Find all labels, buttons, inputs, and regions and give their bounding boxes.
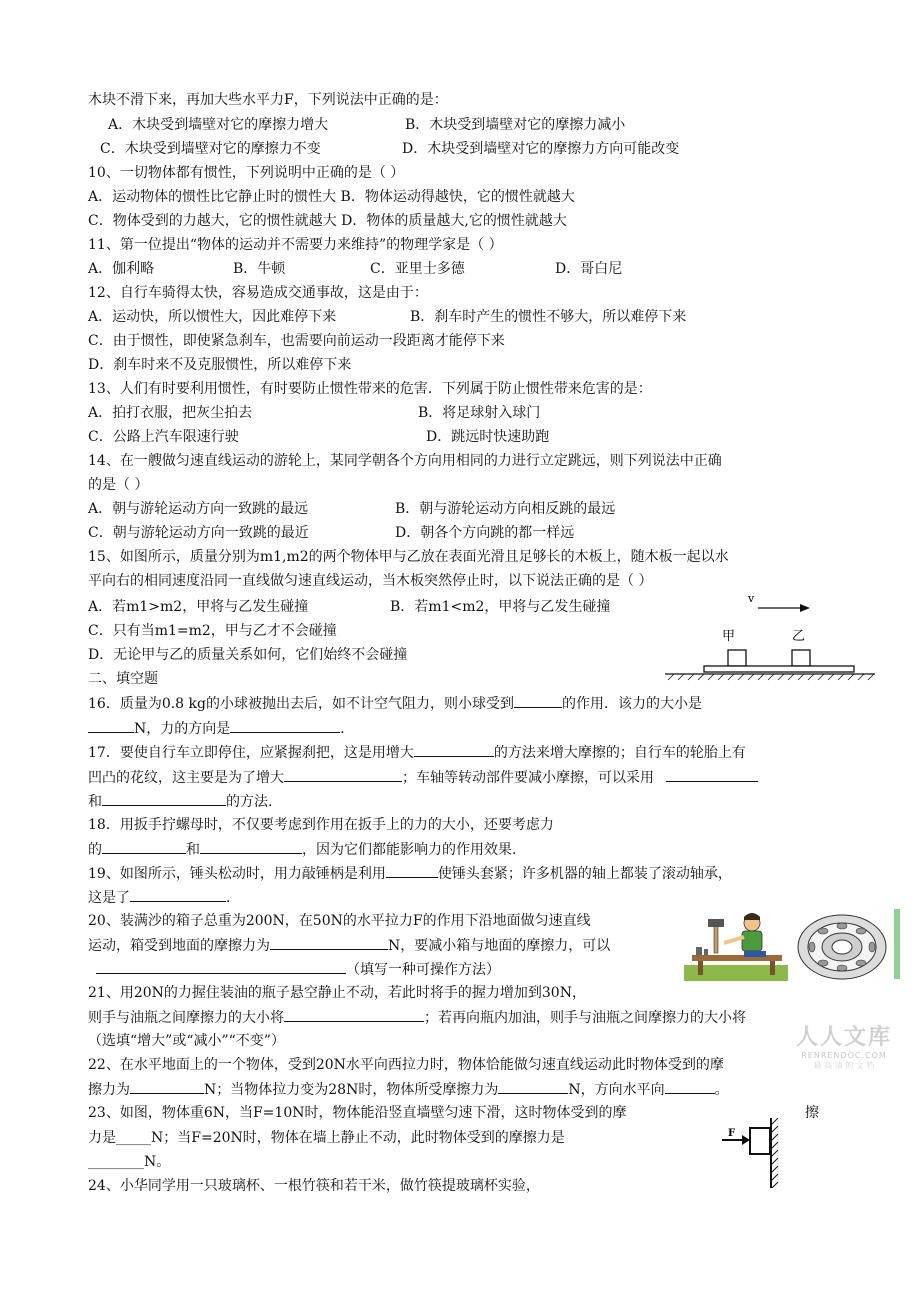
q9-stem: 木块不滑下来，再加大些水平力F，下列说法中正确的是： bbox=[88, 92, 448, 108]
q12-option-b: B．刹车时产生的惯性不够大，所以难停下来 bbox=[410, 309, 687, 325]
q24-line1: 24、小华同学用一只玻璃杯、一根竹筷和若干米，做竹筷提玻璃杯实验， bbox=[88, 1178, 540, 1194]
q13-option-a: A．拍打衣服，把灰尘拍去 bbox=[88, 405, 253, 421]
q22-line2 bbox=[88, 1079, 729, 1100]
q19-text-1: 19、如图所示，锤头松动时，用力敲锤柄是利用 bbox=[88, 866, 386, 882]
force-arrow-head bbox=[742, 1135, 750, 1145]
q17-text-3: 凹凸的花纹，这主要是为了增大 bbox=[88, 770, 284, 786]
q23-wall-figure bbox=[722, 1118, 792, 1188]
block bbox=[750, 1128, 770, 1154]
q17-line3 bbox=[88, 791, 272, 812]
block-jia bbox=[728, 650, 746, 666]
q16-blank-3[interactable] bbox=[230, 718, 340, 733]
q20-blank-2[interactable] bbox=[96, 959, 346, 974]
q11-option-d: D．哥白尼 bbox=[555, 261, 623, 277]
q14-option-c: C．朝与游轮运动方向一致跳的最近 bbox=[88, 525, 309, 541]
watermark-title: 人人文库 bbox=[796, 1025, 893, 1050]
watermark-url: RENRENDOC.COM bbox=[801, 1051, 887, 1060]
hammer-handle bbox=[714, 923, 718, 953]
q19-line1 bbox=[88, 863, 732, 884]
section-2-heading: 二、填空题 bbox=[88, 671, 158, 687]
q22-blank-2[interactable] bbox=[498, 1079, 568, 1094]
q16-text-2: 的作用．该力的大小是 bbox=[561, 696, 702, 712]
q9-option-b: B．木块受到墙壁对它的摩擦力减小 bbox=[405, 117, 626, 133]
edge-green-strip bbox=[894, 909, 900, 979]
hammer-head bbox=[708, 919, 724, 927]
q21-text-3: ；若再向瓶内加油，则手与油瓶之间摩擦力的大小将 bbox=[424, 1010, 746, 1026]
q16-blank-1[interactable] bbox=[514, 693, 562, 708]
q20-line2 bbox=[88, 935, 610, 956]
q14-stem-line1: 14、在一艘做匀速直线运动的游轮上，某同学朝各个方向用相同的力进行立定跳远，则下列说法中正确 bbox=[88, 453, 722, 469]
velocity-label: v bbox=[748, 592, 755, 605]
q18-blank-1[interactable] bbox=[102, 839, 186, 854]
q23-line2: 力是_____N；当F=20N时，物体在墙上静止不动，此时物体受到的摩擦力是 bbox=[88, 1130, 565, 1146]
q13-option-d: D．跳远时快速助跑 bbox=[426, 429, 550, 445]
q12-option-a: A．运动快，所以惯性大，因此难停下来 bbox=[88, 309, 337, 325]
q22-text-3: N；当物体拉力变为28N时，物体所受摩擦力为 bbox=[204, 1082, 499, 1098]
q18-line1: 18．用扳手拧螺母时，不仅要考虑到作用在扳手上的力的大小，还要考虑力 bbox=[88, 817, 554, 833]
q22-text-2: 擦力为 bbox=[88, 1082, 130, 1098]
q19-text-2: 使锤头套紧；许多机器的轴上都装了滚动轴承， bbox=[437, 866, 732, 882]
q17-text-6: 的方法. bbox=[226, 794, 273, 810]
watermark bbox=[796, 1020, 892, 1071]
q14-stem-line2: 的是（ ） bbox=[88, 477, 149, 493]
q17-text-5: 和 bbox=[88, 794, 102, 810]
q13-stem: 13、人们有时要利用惯性，有时要防止惯性带来的危害．下列属于防止惯性带来危害的是： bbox=[88, 381, 652, 397]
q16-line2 bbox=[88, 718, 354, 739]
person-shirt bbox=[742, 931, 762, 951]
q20-line3 bbox=[96, 959, 500, 980]
q19-text-3: 这是了 bbox=[88, 890, 130, 906]
q11-option-b: B．牛顿 bbox=[233, 261, 286, 277]
q12-stem: 12、自行车骑得太快，容易造成交通事故，这是由于： bbox=[88, 285, 428, 301]
q17-text-2: 的方法来增大摩擦的；自行车的轮胎上有 bbox=[493, 745, 746, 761]
q12-option-c: C．由于惯性，即使紧急刹车，也需要向前运动一段距离才能停下来 bbox=[88, 333, 505, 349]
q17-blank-1[interactable] bbox=[414, 742, 494, 757]
q15-stem-line1: 15、如图所示，质量分别为m1,m2的两个物体甲与乙放在表面光滑且足够长的木板上，随木板一起以水 bbox=[88, 549, 729, 565]
bench-top bbox=[692, 955, 782, 961]
q11-stem: 11、第一位提出“物体的运动并不需要力来维持”的物理学家是（ ） bbox=[88, 237, 503, 253]
q16-line1 bbox=[88, 693, 702, 714]
q17-text-1: 17．要使自行车立即停住，应紧握刹把，这是用增大 bbox=[88, 745, 414, 761]
roller-bearing bbox=[798, 915, 886, 979]
q15-option-d: D．无论甲与乙的质量关系如何，它们始终不会碰撞 bbox=[88, 647, 408, 663]
q10-options-row2: C．物体受到的力越大，它的惯性就越大 D．物体的质量越大,它的惯性就越大 bbox=[88, 213, 567, 229]
q9-option-c: C．木块受到墙壁对它的摩擦力不变 bbox=[100, 141, 321, 157]
q15-stem-line2: 平向右的相同速度沿同一直线做匀速直线运动，当木板突然停止时，以下说法正确的是（ ） bbox=[88, 573, 653, 589]
q14-option-a: A．朝与游轮运动方向一致跳的最远 bbox=[88, 501, 309, 517]
hammer-bearing-illustration bbox=[684, 907, 900, 981]
q17-blank-4[interactable] bbox=[102, 791, 226, 806]
q15-board-diagram bbox=[660, 588, 880, 688]
q22-text-5: 。 bbox=[714, 1082, 729, 1098]
q21-line2 bbox=[88, 1007, 746, 1028]
jia-label: 甲 bbox=[722, 629, 736, 644]
q9-option-d: D．木块受到墙壁对它的摩擦力方向可能改变 bbox=[402, 141, 680, 157]
q21-line3: （选填“增大”或“减小”“不变”） bbox=[88, 1033, 285, 1049]
q18-blank-2[interactable] bbox=[200, 839, 302, 854]
ground-hatching bbox=[668, 674, 874, 680]
q21-line1: 21、用20N的力握住装油的瓶子悬空静止不动，若此时将手的握力增加到30N， bbox=[88, 985, 586, 1001]
velocity-arrow-head bbox=[800, 604, 810, 612]
q22-line1: 22、在水平地面上的一个物体，受到20N水平向西拉力时，物体恰能做匀速直线运动此时物体受到的摩 bbox=[88, 1057, 724, 1073]
q18-line2 bbox=[88, 839, 516, 860]
q15-option-b: B．若m1<m2，甲将与乙发生碰撞 bbox=[390, 599, 611, 615]
q19-figures bbox=[684, 907, 900, 981]
q16-text-4: ． bbox=[340, 721, 355, 737]
force-label: F bbox=[728, 1128, 736, 1139]
q17-line2 bbox=[88, 767, 758, 788]
q13-option-b: B．将足球射入球门 bbox=[418, 405, 541, 421]
q17-blank-3[interactable] bbox=[666, 767, 758, 782]
q23-wall-diagram bbox=[722, 1118, 792, 1188]
wooden-board bbox=[704, 666, 854, 672]
q13-option-c: C．公路上汽车限速行驶 bbox=[88, 429, 239, 445]
q20-text-2: 运动，箱受到地面的摩擦力为 bbox=[88, 938, 270, 954]
bearing-bore bbox=[832, 940, 852, 954]
q11-option-a: A．伽利略 bbox=[88, 261, 155, 277]
q18-text-4: ，因为它们都能影响力的作用效果. bbox=[302, 842, 517, 858]
q14-option-b: B．朝与游轮运动方向相反跳的最远 bbox=[395, 501, 616, 517]
q18-text-3: 和 bbox=[186, 842, 200, 858]
q20-blank-1[interactable] bbox=[270, 935, 388, 950]
q11-option-c: C．亚里士多德 bbox=[370, 261, 465, 277]
q20-text-3: N，要减小箱与地面的摩擦力，可以 bbox=[388, 938, 611, 954]
q20-line1: 20、装满沙的箱子总重为200N，在50N的水平拉力F的作用下沿地面做匀速直线 bbox=[88, 913, 591, 929]
q22-blank-3[interactable] bbox=[665, 1079, 715, 1094]
q21-blank-1[interactable] bbox=[284, 1007, 424, 1022]
q19-blank-1[interactable] bbox=[386, 863, 438, 878]
q14-option-d: D．朝各个方向跳的都一样远 bbox=[395, 525, 575, 541]
watermark-slogan: 最 高 清 的 文 档 bbox=[813, 1061, 875, 1070]
q15-option-c: C．只有当m1=m2，甲与乙才不会碰撞 bbox=[88, 623, 337, 639]
q12-option-d: D．刹车时来不及克服惯性，所以难停下来 bbox=[88, 357, 352, 373]
q17-blank-2[interactable] bbox=[284, 767, 402, 782]
yi-label: 乙 bbox=[792, 629, 806, 644]
q18-text-2: 的 bbox=[88, 842, 102, 858]
q16-text-3: N，力的方向是 bbox=[134, 721, 231, 737]
q23-line1-end: 擦 bbox=[805, 1105, 819, 1121]
q16-blank-2[interactable] bbox=[88, 718, 134, 733]
q19-blank-2[interactable] bbox=[130, 887, 226, 902]
q17-line1 bbox=[88, 742, 746, 763]
q22-text-4: N，方向水平向 bbox=[568, 1082, 665, 1098]
q23-line3: ________N。 bbox=[88, 1154, 171, 1170]
bench-leg-left bbox=[698, 961, 703, 975]
q19-line2 bbox=[88, 887, 230, 908]
q19-text-4: . bbox=[226, 890, 231, 906]
bench-leg-right bbox=[770, 961, 775, 975]
q9-option-a: A．木块受到墙壁对它的摩擦力增大 bbox=[108, 117, 329, 133]
q16-text-1: 16．质量为0.8 kg的小球被抛出去后，如不计空气阻力，则小球受到 bbox=[88, 696, 514, 712]
q20-text-4: （填写一种可操作方法） bbox=[346, 962, 500, 978]
person-pants bbox=[744, 951, 766, 957]
wall-hatching bbox=[772, 1118, 778, 1188]
q15-board-figure bbox=[660, 588, 880, 688]
q21-text-2: 则手与油瓶之间摩擦力的大小将 bbox=[88, 1010, 284, 1026]
block-yi bbox=[792, 650, 810, 666]
q15-option-a: A．若m1>m2，甲将与乙发生碰撞 bbox=[88, 599, 309, 615]
q10-stem: 10、一切物体都有惯性，下列说明中正确的是（ ） bbox=[88, 165, 405, 181]
q22-blank-1[interactable] bbox=[130, 1079, 204, 1094]
q23-line1: 23、如图，物体重6N，当F=10N时，物体能沿竖直墙壁匀速下滑，这时物体受到的摩 bbox=[88, 1105, 627, 1121]
q17-text-4: ；车轴等转动部件要减小摩擦，可以采用 bbox=[402, 770, 654, 786]
q10-options-row1: A．运动物体的惯性比它静止时的惯性大 B．物体运动得越快，它的惯性就越大 bbox=[88, 189, 575, 205]
